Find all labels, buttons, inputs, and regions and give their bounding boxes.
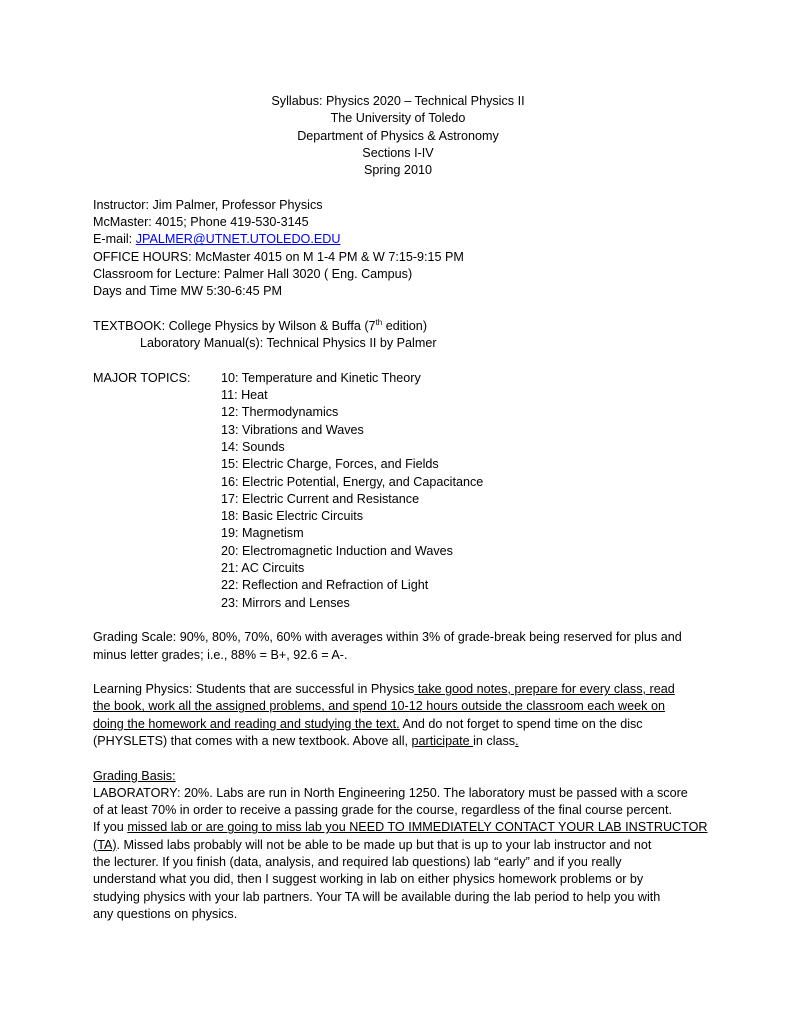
class-days: Days and Time MW 5:30-6:45 PM — [93, 284, 282, 299]
email-label: E-mail: — [93, 232, 136, 247]
list-item: 19: Magnetism — [221, 526, 304, 541]
learning-physics — [93, 681, 703, 750]
list-item: 15: Electric Charge, Forces, and Fields — [221, 457, 439, 472]
grading-basis-heading: Grading Basis: — [93, 768, 176, 783]
grading-scale-line: Grading Scale: 90%, 80%, 70%, 60% with averages within 3% of grade-break being reserved for plus and — [93, 630, 682, 645]
classroom: Classroom for Lecture: Palmer Hall 3020 ( Eng. Campus) — [93, 266, 413, 281]
major-topics — [93, 370, 703, 612]
textbook — [93, 318, 703, 335]
learning-underlined: take good notes, prepare for every class, read — [414, 682, 675, 697]
topics-list — [221, 370, 483, 612]
list-item: 22: Reflection and Refraction of Light — [221, 578, 429, 593]
spacer — [93, 352, 703, 369]
textbook-section — [93, 318, 703, 353]
learning-text: And do not forget to spend time on the disc — [399, 716, 643, 731]
learning-underlined: the book, work all the assigned problems, and spend 10-12 hours outside the classroom each week on — [93, 699, 665, 714]
lab-underlined: (TA) — [93, 837, 117, 852]
spacer — [93, 179, 703, 196]
list-item: 13: Vibrations and Waves — [221, 422, 364, 437]
list-item: 20: Electromagnetic Induction and Waves — [221, 543, 453, 558]
lab-line — [93, 819, 708, 836]
learning-text: (PHYSLETS) that comes with a new textbook. Above all, — [93, 733, 412, 748]
lab-line: any questions on physics. — [93, 906, 238, 921]
lab-text: . Missed labs probably will not be able to be made up but that is up to your lab instructor and not — [116, 837, 652, 852]
lab-line: understand what you did, then I suggest working in lab on either physics homework problems or by — [93, 872, 644, 887]
learning-line — [93, 681, 703, 698]
learning-text: Learning Physics: Students that are successful in Physics — [93, 682, 415, 697]
list-item: 21: AC Circuits — [221, 561, 305, 576]
spacer — [93, 664, 703, 681]
term: Spring 2010 — [364, 163, 432, 178]
list-item: 14: Sounds — [221, 439, 285, 454]
list-item: 18: Basic Electric Circuits — [221, 509, 364, 524]
spacer — [93, 612, 703, 629]
email-link[interactable]: JPALMER@UTNET.UTOLEDO.EDU — [135, 232, 341, 247]
course-title: Syllabus: Physics 2020 – Technical Physics II — [271, 94, 525, 108]
lab-line: of at least 70% in order to receive a passing grade for the course, regardless of the final course percent. — [93, 803, 672, 818]
major-topics-label: MAJOR TOPICS: — [93, 370, 191, 385]
learning-line — [93, 733, 703, 750]
learning-text: in class — [473, 733, 516, 748]
lab-text: If you — [93, 820, 128, 835]
lab-line — [93, 837, 703, 854]
department-name: Department of Physics & Astronomy — [297, 128, 499, 143]
textbook-suffix: edition) — [382, 318, 428, 333]
syllabus-header — [93, 93, 703, 179]
university-name: The University of Toledo — [330, 111, 466, 126]
learning-underlined: doing the homework and reading and studying the text. — [93, 716, 400, 731]
list-item: 11: Heat — [221, 388, 268, 403]
list-item: 10: Temperature and Kinetic Theory — [221, 370, 421, 385]
office-phone: McMaster: 4015; Phone 419-530-3145 — [93, 215, 309, 230]
grading-scale — [93, 629, 703, 664]
sections: Sections I-IV — [362, 145, 434, 160]
list-item: 16: Electric Potential, Energy, and Capacitance — [221, 474, 484, 489]
email-line — [93, 231, 703, 248]
lab-line: LABORATORY: 20%. Labs are run in North Engineering 1250. The laboratory must be passed with a score — [93, 785, 688, 800]
instructor: Instructor: Jim Palmer, Professor Physics — [93, 197, 323, 212]
lab-line: studying physics with your lab partners. Your TA will be available during the lab period to help you with — [93, 889, 661, 904]
textbook-edition-sup: th — [375, 317, 383, 327]
office-hours: OFFICE HOURS: McMaster 4015 on M 1-4 PM & W 7:15-9:15 PM — [93, 249, 464, 264]
spacer — [93, 301, 703, 318]
learning-line — [93, 698, 703, 715]
syllabus-page — [93, 93, 708, 923]
list-item: 17: Electric Current and Resistance — [221, 491, 420, 506]
spacer — [93, 750, 703, 767]
list-item: 12: Thermodynamics — [221, 405, 339, 420]
lab-manual: Laboratory Manual(s): Technical Physics II by Palmer — [140, 336, 437, 351]
learning-line — [93, 716, 703, 733]
learning-underlined: . — [515, 733, 519, 748]
textbook-prefix: TEXTBOOK: College Physics by Wilson & Buffa (7 — [93, 318, 376, 333]
grading-scale-line: minus letter grades; i.e., 88% = B+, 92.6 = A-. — [93, 647, 348, 662]
contact-info — [93, 197, 703, 301]
learning-underlined: participate — [411, 733, 474, 748]
grading-basis — [93, 768, 708, 924]
list-item: 23: Mirrors and Lenses — [221, 595, 350, 610]
lab-line: the lecturer. If you finish (data, analysis, and required lab questions) lab “early” and if you really — [93, 855, 622, 870]
lab-underlined: missed lab or are going to miss lab you NEED TO IMMEDIATELY CONTACT YOUR LAB INSTRUCTOR — [127, 820, 708, 835]
